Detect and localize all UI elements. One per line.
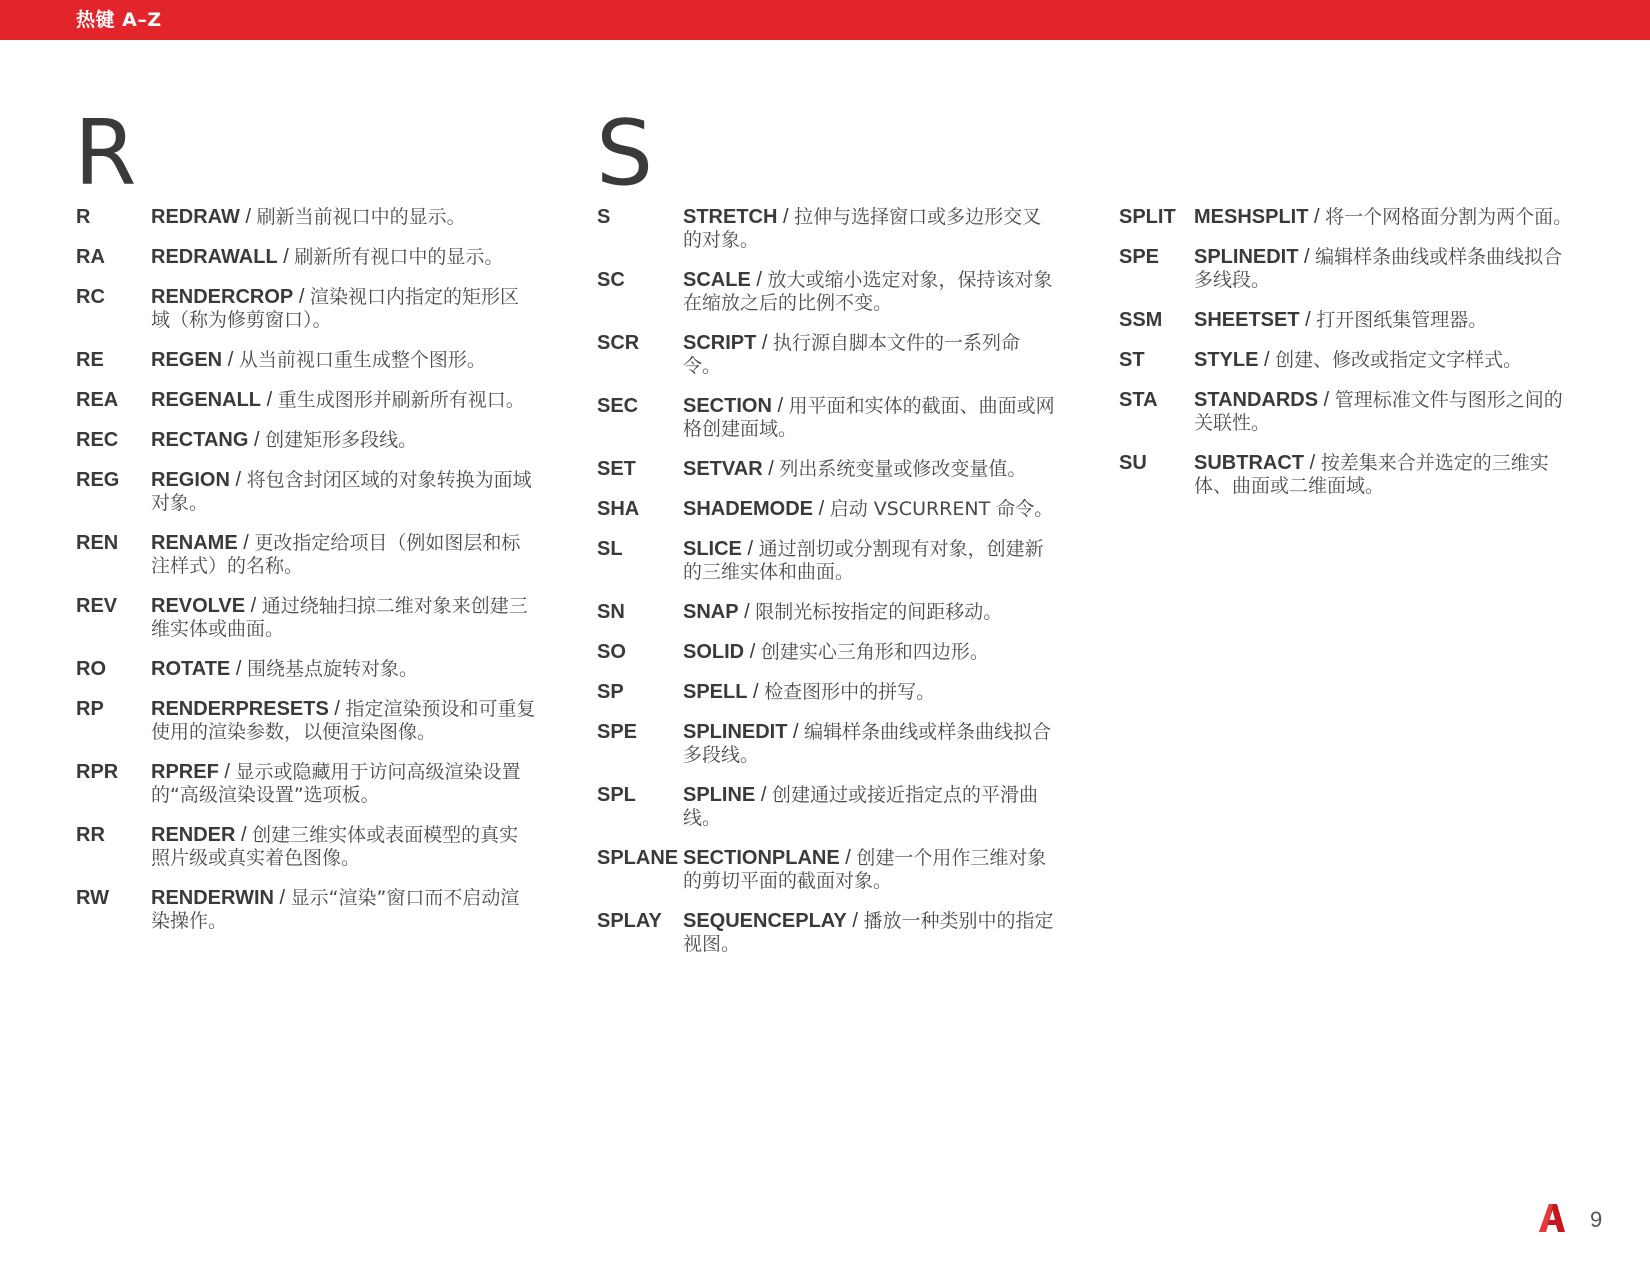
command-description: 创建一个用作三维对象的剪切平面的截面对象。 <box>683 847 1047 892</box>
page-number: 9 <box>1590 1207 1603 1232</box>
command-name: SETVAR <box>683 458 763 480</box>
command-description: 指定渲染预设和可重复使用的渲染参数，以便渲染图像。 <box>151 698 536 743</box>
command-name: SOLID <box>683 641 745 663</box>
hotkey-entry <box>597 395 1057 441</box>
command-description: 执行源自脚本文件的一系列命令。 <box>683 332 1021 377</box>
separator-slash: / <box>761 332 768 354</box>
separator-slash: / <box>334 698 340 720</box>
command-name: SPLINEDIT <box>1194 246 1299 268</box>
hotkey-description-block <box>597 206 1057 252</box>
hotkey-entry <box>76 469 536 515</box>
hotkey-description-block <box>597 681 1057 704</box>
hotkey-list-s-2 <box>1119 206 1579 515</box>
hotkey-abbreviation: RW <box>76 887 109 909</box>
command-description: 创建、修改或指定文字样式。 <box>1275 349 1523 371</box>
hotkey-abbreviation: STA <box>1119 389 1158 411</box>
command-description: 更改指定给项目（例如图层和标注样式）的名称。 <box>151 532 521 577</box>
separator-slash: / <box>793 721 799 743</box>
hotkey-entry <box>1119 206 1579 229</box>
hotkey-abbreviation: RR <box>76 824 105 846</box>
separator-slash: / <box>756 269 762 291</box>
command-name: RENDERCROP <box>151 286 294 308</box>
command-name: ROTATE <box>151 658 231 680</box>
header-bar <box>0 0 1650 40</box>
hotkey-description-block <box>1119 389 1579 435</box>
hotkey-description-block <box>1119 452 1579 498</box>
separator-slash: / <box>224 761 230 783</box>
command-name: REGEN <box>151 349 223 371</box>
hotkey-description-block <box>76 698 536 744</box>
separator-slash: / <box>235 469 242 491</box>
hotkey-abbreviation: REG <box>76 469 120 491</box>
hotkey-description-block <box>597 721 1057 767</box>
hotkey-abbreviation: SPE <box>597 721 638 743</box>
separator-slash: / <box>768 458 774 480</box>
command-name: SECTION <box>683 395 772 417</box>
command-name: SNAP <box>683 601 739 623</box>
hotkey-abbreviation: REA <box>76 389 119 411</box>
hotkey-entry <box>597 332 1057 378</box>
separator-slash: / <box>753 681 759 703</box>
hotkey-abbreviation: SCR <box>597 332 640 354</box>
hotkey-entry <box>597 458 1057 481</box>
hotkey-entry <box>76 389 536 412</box>
command-name: REGION <box>151 469 230 491</box>
hotkey-description-block <box>76 206 536 229</box>
command-description: 通过剖切或分割现有对象，创建新的三维实体和曲面。 <box>683 538 1044 583</box>
command-name: SEQUENCEPLAY <box>683 910 847 932</box>
separator-slash: / <box>1314 206 1320 228</box>
hotkey-description-block <box>597 601 1057 624</box>
hotkey-abbreviation: SPLIT <box>1119 206 1176 228</box>
command-description: 打开图纸集管理器。 <box>1316 309 1488 331</box>
hotkey-entry <box>597 784 1057 830</box>
hotkey-entry <box>76 532 536 578</box>
command-name: SPLINE <box>683 784 756 806</box>
hotkey-entry <box>76 349 536 372</box>
command-description: 管理标准文件与图形之间的关联性。 <box>1194 389 1563 434</box>
command-name: REVOLVE <box>151 595 246 617</box>
command-name: STYLE <box>1194 349 1259 371</box>
command-name: REDRAW <box>151 206 240 228</box>
command-description: 创建通过或接近指定点的平滑曲线。 <box>683 784 1038 829</box>
hotkey-abbreviation: SHA <box>597 498 640 520</box>
hotkey-description-block <box>597 784 1057 830</box>
hotkey-abbreviation: SN <box>597 601 625 623</box>
command-name: RPREF <box>151 761 219 783</box>
hotkey-abbreviation: REN <box>76 532 119 554</box>
hotkey-description-block <box>76 349 536 372</box>
hotkey-abbreviation: SPE <box>1119 246 1160 268</box>
separator-slash: / <box>235 658 242 680</box>
separator-slash: / <box>283 246 289 268</box>
command-description: 显示“渲染”窗口而不启动渲染操作。 <box>151 887 520 932</box>
command-description: 编辑样条曲线或样条曲线拟合多段线。 <box>683 721 1052 766</box>
command-name: SPLINEDIT <box>683 721 788 743</box>
hotkey-entry <box>597 538 1057 584</box>
command-description: 创建矩形多段线。 <box>265 429 418 451</box>
separator-slash: / <box>243 532 249 554</box>
hotkey-entry <box>1119 309 1579 332</box>
hotkey-abbreviation: SP <box>597 681 624 703</box>
command-description: 刷新当前视口中的显示。 <box>256 206 466 228</box>
command-name: SCALE <box>683 269 751 291</box>
hotkey-abbreviation: RP <box>76 698 104 720</box>
page-header-title: 热键 A–Z <box>76 9 162 31</box>
separator-slash: / <box>1305 309 1311 331</box>
hotkey-abbreviation: RO <box>76 658 106 680</box>
command-name: REGENALL <box>151 389 261 411</box>
command-name: SLICE <box>683 538 742 560</box>
command-description: 重生成图形并刷新所有视口。 <box>277 389 525 411</box>
hotkey-abbreviation: REC <box>76 429 119 451</box>
separator-slash: / <box>279 887 286 909</box>
hotkey-entry <box>597 847 1057 893</box>
hotkey-entry <box>597 269 1057 315</box>
hotkey-abbreviation: SPL <box>597 784 636 806</box>
command-name: STANDARDS <box>1194 389 1319 411</box>
hotkey-abbreviation: SEC <box>597 395 639 417</box>
hotkey-description-block <box>597 332 1057 378</box>
hotkey-entry <box>76 658 536 681</box>
hotkey-description-block <box>597 458 1057 481</box>
hotkey-abbreviation: SU <box>1119 452 1147 474</box>
hotkey-description-block <box>76 246 536 269</box>
hotkey-description-block <box>597 498 1057 521</box>
hotkey-entry <box>1119 452 1579 498</box>
separator-slash: / <box>1323 389 1330 411</box>
command-description: 编辑样条曲线或样条曲线拟合多线段。 <box>1194 246 1563 291</box>
command-description: 从当前视口重生成整个图形。 <box>238 349 486 371</box>
command-name: SCRIPT <box>683 332 757 354</box>
hotkey-description-block <box>1119 246 1579 292</box>
hotkey-abbreviation: SSM <box>1119 309 1163 331</box>
command-description: 放大或缩小选定对象，保持该对象在缩放之后的比例不变。 <box>683 269 1053 314</box>
separator-slash: / <box>266 389 273 411</box>
section-letter-r: R <box>74 101 137 206</box>
hotkey-description-block <box>597 910 1057 956</box>
hotkey-abbreviation: RE <box>76 349 104 371</box>
hotkey-description-block <box>76 469 536 515</box>
command-description: 通过绕轴扫掠二维对象来创建三维实体或曲面。 <box>151 595 528 640</box>
hotkey-abbreviation: SPLAY <box>597 910 662 932</box>
hotkey-abbreviation: R <box>76 206 91 228</box>
hotkey-entry <box>597 721 1057 767</box>
command-description: 列出系统变量或修改变量值。 <box>779 458 1027 480</box>
hotkey-description-block <box>76 595 536 641</box>
command-name: RENAME <box>151 532 238 554</box>
hotkey-entry <box>1119 389 1579 435</box>
hotkey-description-block <box>597 538 1057 584</box>
command-description: 渲染视口内指定的矩形区域（称为修剪窗口）。 <box>151 286 519 331</box>
hotkey-entry <box>76 429 536 452</box>
hotkey-abbreviation: S <box>597 206 611 228</box>
hotkey-entry <box>597 206 1057 252</box>
command-description: 创建实心三角形和四边形。 <box>760 641 989 663</box>
separator-slash: / <box>1264 349 1270 371</box>
separator-slash: / <box>227 349 234 371</box>
hotkey-entry <box>597 681 1057 704</box>
separator-slash: / <box>845 847 851 869</box>
separator-slash: / <box>852 910 858 932</box>
hotkey-abbreviation: SL <box>597 538 623 560</box>
separator-slash: / <box>744 601 750 623</box>
hotkey-entry <box>76 824 536 870</box>
separator-slash: / <box>241 824 247 846</box>
hotkey-entry <box>76 246 536 269</box>
hotkey-abbreviation: REV <box>76 595 118 617</box>
separator-slash: / <box>253 429 260 451</box>
separator-slash: / <box>298 286 305 308</box>
command-name: SHADEMODE <box>683 498 814 520</box>
command-name: SUBTRACT <box>1194 452 1304 474</box>
command-name: SPELL <box>683 681 748 703</box>
separator-slash: / <box>1304 246 1310 268</box>
command-name: RENDERPRESETS <box>151 698 329 720</box>
command-name: STRETCH <box>683 206 778 228</box>
hotkey-entry <box>597 498 1057 521</box>
hotkey-abbreviation: SC <box>597 269 625 291</box>
command-name: MESHSPLIT <box>1194 206 1309 228</box>
command-description: 播放一种类别中的指定视图。 <box>683 910 1054 955</box>
separator-slash: / <box>749 641 756 663</box>
separator-slash: / <box>818 498 825 520</box>
separator-slash: / <box>783 206 789 228</box>
hotkey-entry <box>76 595 536 641</box>
command-description: 拉伸与选择窗口或多边形交叉的对象。 <box>683 206 1042 251</box>
hotkey-list-r <box>76 206 536 950</box>
hotkey-entry <box>1119 349 1579 372</box>
hotkey-entry <box>597 910 1057 956</box>
hotkey-entry <box>597 641 1057 664</box>
hotkey-entry <box>76 206 536 229</box>
hotkey-description-block <box>76 389 536 412</box>
hotkey-entry <box>76 698 536 744</box>
hotkey-description-block <box>1119 349 1579 372</box>
command-description: 围绕基点旋转对象。 <box>246 658 418 680</box>
command-description: 将一个网格面分割为两个面。 <box>1325 206 1573 228</box>
separator-slash: / <box>777 395 784 417</box>
separator-slash: / <box>245 206 252 228</box>
separator-slash: / <box>760 784 767 806</box>
command-description: 创建三维实体或表面模型的真实照片级或真实着色图像。 <box>151 824 519 869</box>
hotkey-abbreviation: ST <box>1119 349 1145 371</box>
hotkey-abbreviation: RPR <box>76 761 119 783</box>
separator-slash: / <box>250 595 257 617</box>
hotkey-entry <box>597 601 1057 624</box>
hotkey-entry <box>76 887 536 933</box>
hotkey-abbreviation: SET <box>597 458 636 480</box>
hotkey-abbreviation: SO <box>597 641 626 663</box>
hotkey-description-block <box>76 658 536 681</box>
command-description: 用平面和实体的截面、曲面或网格创建面域。 <box>683 395 1055 440</box>
command-name: RECTANG <box>151 429 249 451</box>
hotkey-description-block <box>76 532 536 578</box>
separator-slash: / <box>1309 452 1316 474</box>
command-description: 刷新所有视口中的显示。 <box>294 246 504 268</box>
hotkey-description-block <box>597 641 1057 664</box>
hotkey-abbreviation: RC <box>76 286 105 308</box>
command-name: RENDER <box>151 824 236 846</box>
command-description: 启动 VSCURRENT 命令。 <box>829 498 1054 520</box>
hotkey-abbreviation: RA <box>76 246 105 268</box>
command-name: RENDERWIN <box>151 887 274 909</box>
hotkey-list-s-1 <box>597 206 1057 973</box>
section-letter-s: S <box>596 101 654 206</box>
hotkey-description-block <box>76 887 536 933</box>
command-description: 按差集来合并选定的三维实体、曲面或二维面域。 <box>1194 452 1549 497</box>
hotkey-description-block <box>76 286 536 332</box>
hotkey-description-block <box>597 395 1057 441</box>
command-description: 检查图形中的拼写。 <box>764 681 936 703</box>
hotkey-entry <box>76 286 536 332</box>
hotkey-description-block <box>76 761 536 807</box>
hotkey-description-block <box>1119 309 1579 332</box>
command-name: REDRAWALL <box>151 246 278 268</box>
command-description: 将包含封闭区域的对象转换为面域对象。 <box>151 469 532 514</box>
hotkey-description-block <box>1119 206 1579 229</box>
hotkey-description-block <box>76 824 536 870</box>
command-name: SECTIONPLANE <box>683 847 840 869</box>
command-name: SHEETSET <box>1194 309 1300 331</box>
command-description: 显示或隐藏用于访问高级渲染设置的“高级渲染设置”选项板。 <box>151 761 521 806</box>
autocad-a-logo-icon <box>1539 1204 1565 1232</box>
hotkey-entry <box>76 761 536 807</box>
separator-slash: / <box>747 538 754 560</box>
hotkey-entry <box>1119 246 1579 292</box>
hotkey-description-block <box>76 429 536 452</box>
hotkey-description-block <box>597 269 1057 315</box>
command-description: 限制光标按指定的间距移动。 <box>755 601 1003 623</box>
hotkey-abbreviation: SPLANE <box>597 847 679 869</box>
